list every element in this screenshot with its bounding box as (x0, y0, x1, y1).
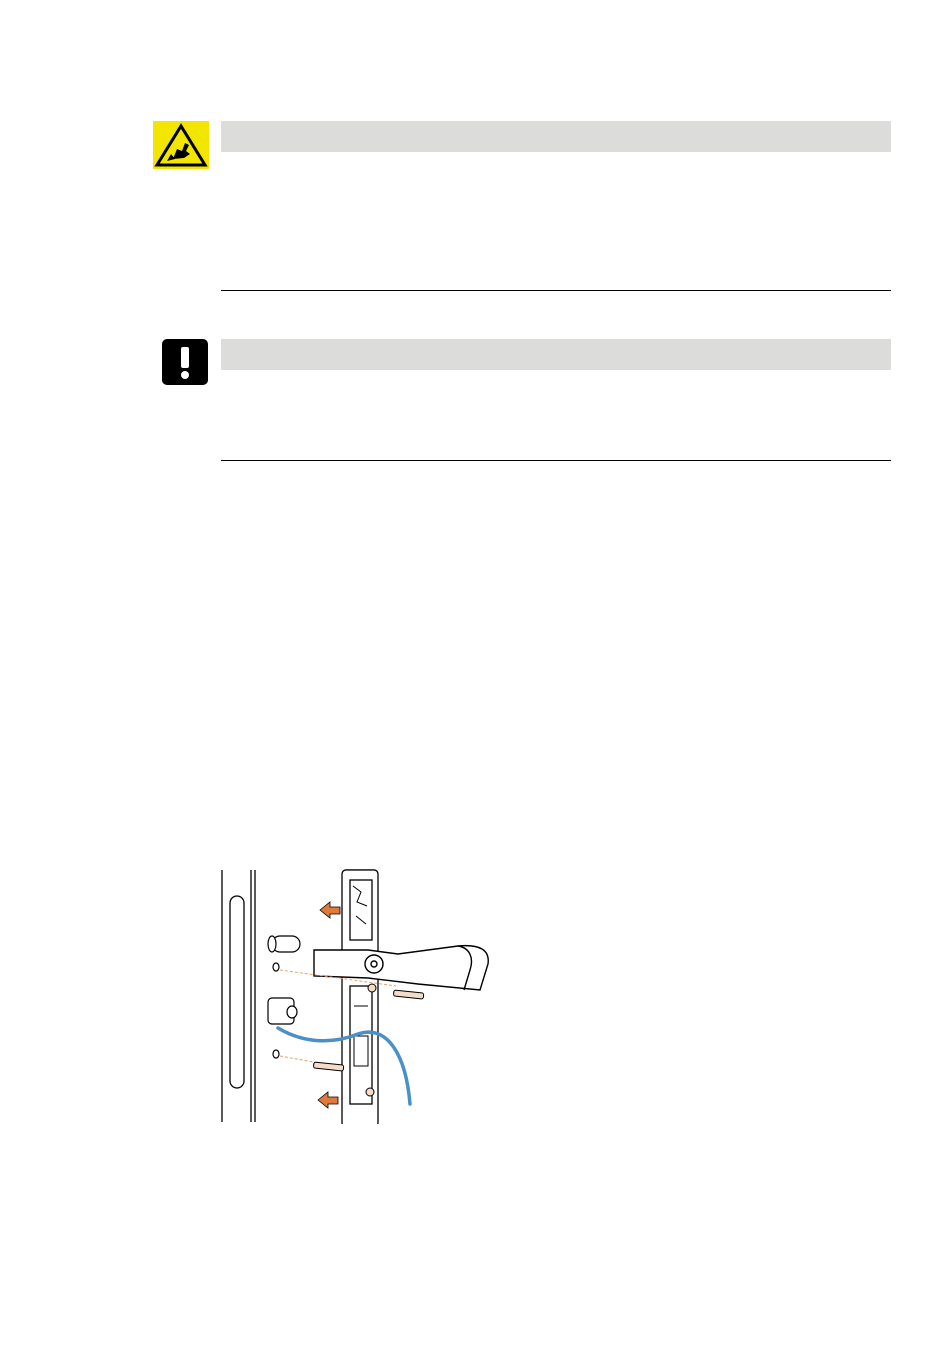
lock-assembly-illustration (218, 866, 518, 1124)
esd-notice-header-bar (221, 121, 891, 152)
esd-warning-icon (153, 121, 209, 169)
important-notice-header-bar (221, 339, 891, 370)
arrow-lower-icon (318, 1092, 338, 1108)
exclamation-icon (162, 339, 208, 385)
esd-notice-divider (221, 290, 891, 291)
esd-notice (153, 121, 891, 292)
important-notice (153, 339, 891, 462)
escutcheon-plate-drawing (342, 870, 378, 1124)
door-edge-drawing (222, 870, 255, 1122)
spindle-drawing (268, 936, 300, 1058)
arrow-upper-icon (320, 902, 340, 918)
direction-arrows (318, 902, 340, 1108)
important-notice-divider (221, 460, 891, 461)
lever-handle-drawing (314, 946, 488, 990)
